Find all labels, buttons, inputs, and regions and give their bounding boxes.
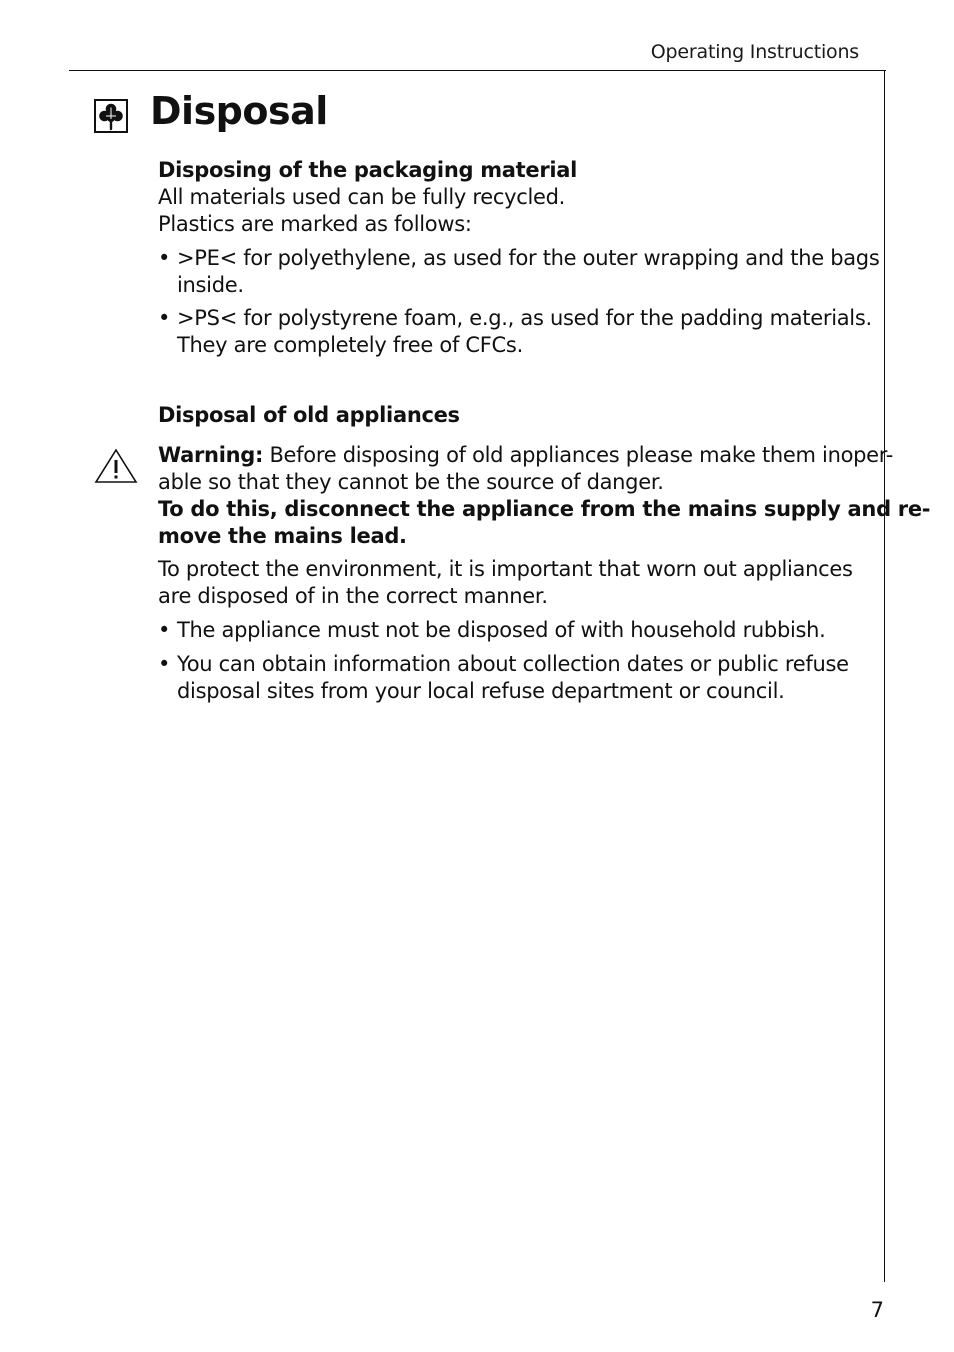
packaging-heading: Disposing of the packaging material (158, 158, 578, 182)
list-item-line: inside. (177, 273, 244, 297)
list-item-line: • >PE< for polyethylene, as used for the outer wrapping and the bags (177, 246, 880, 270)
page-title: Disposal (150, 89, 328, 133)
list-item (158, 305, 872, 359)
warning-block (158, 442, 931, 550)
packaging-text-line: Plastics are marked as follows: (158, 212, 472, 236)
list-item-line: disposal sites from your local refuse department or council. (177, 679, 785, 703)
warning-bold-line: To do this, disconnect the appliance from the mains supply and re- (158, 497, 931, 521)
old-appliances-heading: Disposal of old appliances (158, 403, 460, 427)
paragraph-line: To protect the environment, it is important that worn out appliances (158, 557, 853, 581)
old-appliances-section (158, 402, 931, 705)
warning-bold-line: move the mains lead. (158, 524, 407, 548)
list-item-line: • >PS< for polystyrene foam, e.g., as used for the padding materials. (177, 306, 872, 330)
warning-label: Warning: (158, 443, 264, 467)
packaging-text-line: All materials used can be fully recycled. (158, 185, 566, 209)
list-item (158, 245, 880, 299)
list-item-line: • You can obtain information about collection dates or public refuse (177, 652, 849, 676)
list-item (158, 651, 868, 705)
header-rule (69, 70, 886, 71)
list-item-line: • The appliance must not be disposed of with household rubbish. (177, 618, 826, 642)
margin-rule (884, 70, 885, 1282)
page-number: 7 (870, 1298, 884, 1322)
environment-paragraph (158, 556, 868, 610)
warning-line: able so that they cannot be the source of danger. (158, 470, 664, 494)
warning-text: Before disposing of old appliances please make them inoper- (263, 443, 894, 467)
paragraph-line: are disposed of in the correct manner. (158, 584, 548, 608)
warning-triangle-icon (94, 448, 138, 484)
list-item-line: They are completely free of CFCs. (177, 333, 523, 357)
running-header: Operating Instructions (650, 41, 859, 63)
warning-line (158, 442, 894, 469)
recycling-clover-icon (94, 99, 128, 133)
packaging-section (158, 157, 880, 359)
list-item (158, 617, 868, 644)
